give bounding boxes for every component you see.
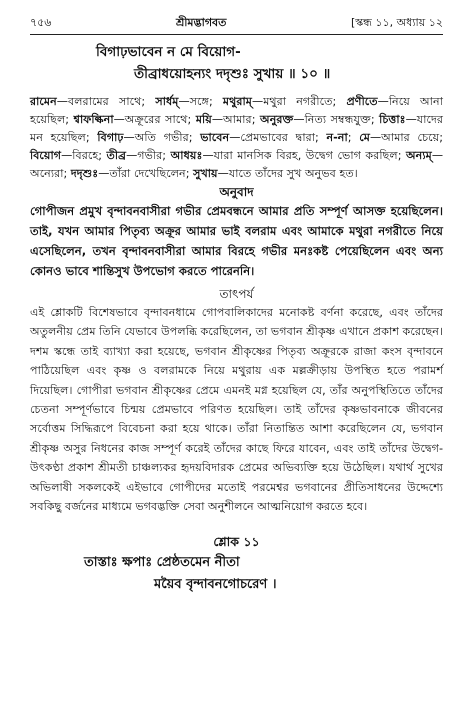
synonym-word: বিগাঢ় [97, 131, 124, 144]
synonym-meaning: —বিরহে; [61, 149, 107, 162]
synonym-word: দদৃশুঃ [70, 167, 99, 180]
next-verse-heading: শ্লোক ১১ [213, 534, 260, 550]
synonym-word: ময়ি [195, 113, 212, 126]
synonym-meaning: —মথুরা নগরীতে; [252, 95, 347, 108]
synonym-meaning: —নিত্য সম্বন্ধযুক্ত; [293, 113, 380, 126]
synonym-meaning: —আমার চেয়ে; [369, 131, 443, 144]
verse-11 [30, 552, 443, 596]
synonym-word: প্রণীতে [346, 95, 378, 108]
synonym-word: অনুরক্ত [260, 113, 294, 126]
synonym-word: শ্বাফল্কিনা [73, 113, 114, 126]
synonym-word: আধয়ঃ [170, 149, 203, 162]
synonym-word: ন-না [326, 131, 348, 144]
synonym-meaning: —যারা মানসিক বিরহ, উদ্বেগ ভোগ করছিল; [202, 149, 406, 162]
synonym-meaning: —নিয়ে আনা হয়েছিল; [30, 95, 443, 126]
header-rule [30, 34, 443, 35]
page-header [30, 14, 443, 32]
synonym-meaning: —গভীর; [126, 149, 171, 162]
synonym-word: বিয়োগ [30, 149, 62, 162]
purport-heading: তাৎপর্য [219, 287, 254, 301]
synonym-meaning: —যাদের মন হয়েছিল; [30, 113, 443, 144]
synonym-meaning: —অক্রূরের সাথে; [113, 113, 196, 126]
synonym-word: সার্ধম্ [155, 95, 179, 108]
synonym-word: চিত্তাঃ [379, 113, 406, 126]
translation-heading: অনুবাদ [219, 185, 254, 199]
synonym-meaning: —তাঁরা দেখেছিলেন; [98, 167, 194, 180]
purport-text: এই শ্লোকটি বিশেষভাবে বৃন্দাবনধামে গোপবালিকাদের মনোকষ্ট বর্ণনা করেছে, এবং তাঁদের অতুলনীয় প্রেম তিনি যেভাবে উপলব্ধি করেছিলেন, তা ভগবান শ্রীকৃষ্ণ এখানে প্রকাশ করেছেন। দশম স্কন্ধে তাই ব্যাখ্যা করা হয়েছে, ভগবান শ্রীকৃষ্ণের পিতৃব্য অক্রূরকে রাজা কংস বৃন্দাবনে পাঠিয়েছিল এবং কৃষ্ণ ও বলরামকে নিয়ে মথুরায় এক মল্লক্রীড়ায় উপস্থিত হতে পরামর্শ দিয়েছিল। গোপীরা ভগবান শ্রীকৃষ্ণের প্রেমে এমনই মগ্ন হয়েছিল যে, তাঁর অনুপস্থিতিতে তাঁদের চেতনা সম্পূর্ণভাবে চিন্ময় প্রেমভাবে পরিণত হয়েছিল। তাই তাঁদের কৃষ্ণভাবনাকে জীবনের সর্বোত্তম সিদ্ধিরূপে বিবেচনা করা হয়ে থাকে। তাঁরা নিতান্তিত আশা করেছিলেন যে, ভগবান শ্রীকৃষ্ণ অসুর নিধনের কাজ সম্পূর্ণ করেই তাঁদের কাছে ফিরে যাবেন, এবং তাই তাঁদের উদ্বেগ-উৎকণ্ঠা প্রকাশ শ্রীমতী চাঞ্চল্যকর হৃদয়বিদারক প্রেমের অভিব্যক্তি হয়ে উঠেছিল। যথার্থ সুখের অভিলাষী সকলকেই এইভাবে গোপীদের মতোই পরমেশ্বর ভগবানের প্রীতিসাধনের উদ্দেশ্যে সবকিছু বর্জনের মাধ্যমে ভগবদ্ভক্তি সেবা অনুশীলনে আত্মনিয়োগ করতে হবে। [30, 306, 443, 514]
synonym-word: মথুরাম্ [222, 95, 252, 108]
synonym-meaning: —অন্যেরা; [30, 149, 443, 180]
word-synonyms [30, 93, 443, 183]
synonym-meaning: —আমার; [211, 113, 261, 126]
synonym-meaning: —বলরামের সাথে; [56, 95, 156, 108]
synonym-meaning: —সঙ্গে; [178, 95, 223, 108]
synonym-word: সুখায় [193, 167, 218, 180]
synonym-word: তীব্র [106, 149, 127, 162]
synonym-meaning: —অতি গভীর; [123, 131, 201, 144]
verse-line-1: বিগাঢ়ভাবেন ন মে বিয়োগ- [96, 44, 241, 60]
page-number: ৭৫৬ [30, 16, 52, 29]
synonym-word: ভাবেন [200, 131, 230, 144]
synonym-word: রামেন [30, 95, 57, 108]
synonym-meaning: —প্রেমভাবের দ্বারা; [229, 131, 327, 144]
purport [30, 303, 443, 516]
synonym-word: মে [359, 131, 370, 144]
verse-line-2: তীব্রাধয়োহন্যং দদৃশুঃ সুখায় ॥ ১০ ॥ [134, 66, 331, 82]
next-verse-line-2: ময়ৈব বৃন্দাবনগোচরেণ । [154, 577, 277, 593]
chapter-reference: [স্কন্ধ ১১, অধ্যায় ১২ [350, 16, 443, 29]
synonym-meaning: ; [347, 131, 360, 144]
synonym-meaning: —যাতে তাঁদের সুখ অনুভব হত। [217, 167, 358, 180]
synonym-word: অন্যম্ [405, 149, 432, 162]
translation-text: গোপীজন প্রমুখ বৃন্দাবনবাসীরা গভীর প্রেমবন্ধনে আমার প্রতি সম্পূর্ণ আসক্ত হয়েছিলেন। তাই, যখন আমার পিতৃব্য অক্রূর আমার ভাই বলরাম এবং আমাকে মথুরা নগরীতে নিয়ে এসেছিলেন, তখন বৃন্দাবনবাসীরা আমার বিরহে গভীর মনঃকষ্ট পেয়েছিলেন এবং অন্য কোনও ভাবে শান্তিসুখ উপভোগ করতে পারেননি। [30, 204, 443, 278]
verse-10 [30, 41, 443, 85]
book-title: শ্রীমদ্ভাগবত [175, 16, 227, 29]
next-verse-line-1: তাস্তাঃ ক্ষপাঃ প্রেষ্ঠতমেন নীতা [84, 555, 240, 571]
